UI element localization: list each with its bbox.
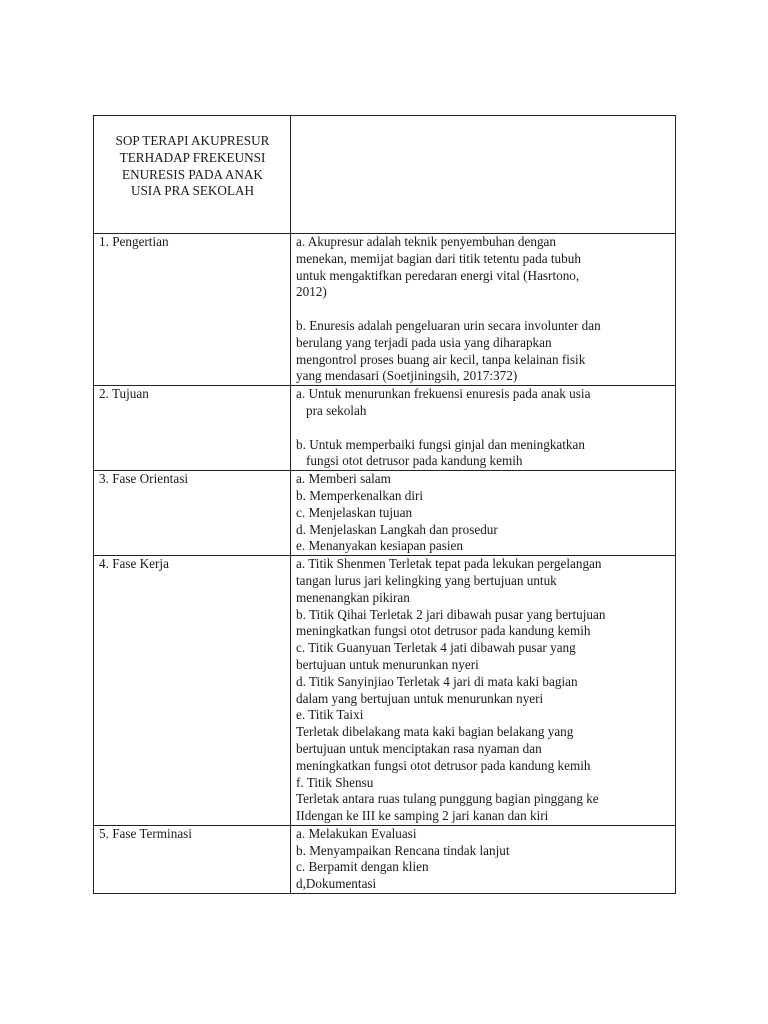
list-item: b. Menyampaikan Rencana tindak lanjut xyxy=(296,842,510,858)
row-label xyxy=(94,234,291,386)
row-label xyxy=(94,825,291,893)
title-line: USIA PRA SEKOLAH xyxy=(130,183,255,199)
content-line: b. Enuresis adalah pengeluaran urin secara involunter dan xyxy=(296,317,601,333)
content-line: pra sekolah xyxy=(306,402,367,418)
row-label xyxy=(94,471,291,556)
table-row xyxy=(94,386,676,471)
row-content xyxy=(291,471,676,556)
content-line: yang mendasari (Soetjiningsih, 2017:372) xyxy=(296,368,518,384)
table-row xyxy=(94,234,676,386)
content-line: b. Titik Qihai Terletak 2 jari dibawah pusar yang bertujuan xyxy=(296,606,606,622)
row-label-text: 1. Pengertian xyxy=(99,234,169,249)
list-item: a. Memberi salam xyxy=(296,471,391,487)
content-line: 2012) xyxy=(296,284,327,300)
content-line: untuk mengaktifkan peredaran energi vital (Hasrtono, xyxy=(296,267,580,283)
row-label-text: 2. Tujuan xyxy=(99,386,149,402)
content-line: a. Akupresur adalah teknik penyembuhan dengan xyxy=(296,234,557,249)
content-line: mengontrol proses buang air kecil, tanpa kelainan fisik xyxy=(296,351,586,367)
table-row xyxy=(94,825,676,893)
content-line: b. Untuk memperbaiki fungsi ginjal dan meningkatkan xyxy=(296,436,585,452)
sop-table xyxy=(93,115,676,894)
row-content xyxy=(291,556,676,826)
row-content xyxy=(291,386,676,471)
content-line: c. Titik Guanyuan Terletak 4 jati dibawah pusar yang xyxy=(296,640,576,656)
content-line: meningkatkan fungsi otot detrusor pada kandung kemih xyxy=(296,623,591,639)
content-line: f. Titik Shensu xyxy=(296,774,374,790)
table-header-row xyxy=(94,116,676,234)
title-line: TERHADAP FREKEUNSI xyxy=(119,149,266,165)
table-row xyxy=(94,471,676,556)
list-item: d. Menjelaskan Langkah dan prosedur xyxy=(296,521,498,537)
row-label xyxy=(94,556,291,826)
content-line: a. Untuk menurunkan frekuensi enuresis pada anak usia xyxy=(296,386,591,402)
row-content xyxy=(291,234,676,386)
content-line: d. Titik Sanyinjiao Terletak 4 jari di mata kaki bagian xyxy=(296,673,578,689)
content-line: bertujuan untuk menurunkan nyeri xyxy=(296,656,479,672)
list-item: d,Dokumentasi xyxy=(296,876,377,892)
paragraph-gap xyxy=(296,420,670,437)
list-item: c. Berpamit dengan klien xyxy=(296,859,429,875)
content-line: menenangkan pikiran xyxy=(296,589,410,605)
content-line: Terletak antara ruas tulang punggung bagian pinggang ke xyxy=(296,791,599,807)
list-item: b. Memperkenalkan diri xyxy=(296,487,424,503)
row-content xyxy=(291,825,676,893)
content-line: meningkatkan fungsi otot detrusor pada kandung kemih xyxy=(296,757,591,773)
title-empty-cell xyxy=(291,116,676,234)
row-label-text: 4. Fase Kerja xyxy=(99,556,169,572)
row-label-text: 5. Fase Terminasi xyxy=(99,825,192,841)
content-line: tangan lurus jari kelingking yang bertujuan untuk xyxy=(296,572,557,588)
document-title xyxy=(99,133,286,200)
list-item: a. Melakukan Evaluasi xyxy=(296,825,417,841)
row-label-text: 3. Fase Orientasi xyxy=(99,471,188,487)
row-label xyxy=(94,386,291,471)
content-line: Terletak dibelakang mata kaki bagian belakang yang xyxy=(296,724,574,740)
content-line: fungsi otot detrusor pada kandung kemih xyxy=(306,453,523,469)
table-row xyxy=(94,556,676,826)
content-line: e. Titik Taixi xyxy=(296,707,364,723)
title-line: ENURESIS PADA ANAK xyxy=(122,166,263,182)
paragraph-gap xyxy=(296,301,670,318)
content-line: a. Titik Shenmen Terletak tepat pada lekukan pergelangan xyxy=(296,556,602,572)
title-cell xyxy=(94,116,291,234)
content-line: dalam yang bertujuan untuk menurunkan nyeri xyxy=(296,690,544,706)
list-item: e. Menanyakan kesiapan pasien xyxy=(296,538,463,554)
content-line: menekan, memijat bagian dari titik tetentu pada tubuh xyxy=(296,250,581,266)
content-line: berulang yang terjadi pada usia yang diharapkan xyxy=(296,334,552,350)
list-item: c. Menjelaskan tujuan xyxy=(296,504,413,520)
content-line: IIdengan ke III ke samping 2 jari kanan dan kiri xyxy=(296,808,549,824)
content-line: bertujuan untuk menciptakan rasa nyaman dan xyxy=(296,740,542,756)
title-line: SOP TERAPI AKUPRESUR xyxy=(115,133,270,148)
